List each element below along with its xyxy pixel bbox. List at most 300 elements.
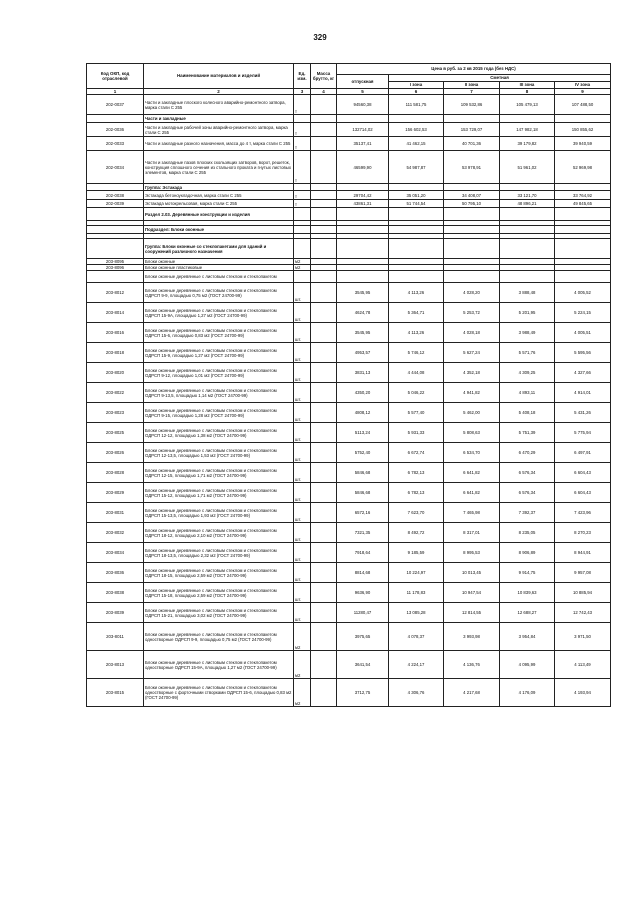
zone-4-price-cell: 6 497,91 [555,443,611,463]
name-cell: Блоки оконные деревянные с листовым стеклом и стеклопакетом одностворные ОДРСП 15-9А, площадью 1,27 м2 (ГОСТ 24700-99) [144,651,294,679]
zone-1-price-cell: 4 224,17 [389,651,444,679]
table-row [87,363,611,383]
name-cell: Блоки оконные деревянные с листовым стеклом и стеклопакетом ОДРСП 15-13,5, площадью 1,93 м2 (ГОСТ 24700-99) [144,503,294,523]
section-heading: Раздел 2.03. Деревянные конструкции и изделия [144,208,294,221]
unit-cell: т [294,123,311,137]
code-cell: 203-8038 [87,583,144,603]
unit-cell [294,271,311,283]
empty-cell [294,208,311,221]
zone-3-price-cell: 9 914,75 [500,563,555,583]
name-cell: Блоки оконные деревянные с листовым стеклом и стеклопакетом ОДРСП 12-15, площадью 1,71 м2 (ГОСТ 24700-99) [144,463,294,483]
unit-cell: шт. [294,503,311,523]
unit-cell: шт. [294,303,311,323]
zone-4-price-cell: 4 327,66 [555,363,611,383]
zone-4-price-cell: 49 845,65 [555,200,611,208]
empty-cell [444,184,500,191]
zone-3-price-cell: 4 176,09 [500,679,555,707]
header-zone-2: II зона [444,82,500,89]
table-row [87,583,611,603]
name-cell: Блоки оконные деревянные с листовым стеклом и стеклопакетом ОДРСП 9-13,5, площадью 1,14 м2 (ГОСТ 24700-99) [144,383,294,403]
zone-4-price-cell: 5 224,15 [555,303,611,323]
name-cell: Блоки оконные деревянные с листовым стеклом и стеклопакетом ОДРСП 15-6, площадью 0,83 м2 (ГОСТ 24700-99) [144,323,294,343]
empty-cell [294,184,311,191]
release-price-cell: 11280,47 [337,603,389,623]
zone-1-price-cell: 41 462,15 [389,137,444,151]
release-price-cell: 3712,75 [337,679,389,707]
name-cell: Блоки оконные деревянные с листовым стеклом и стеклопакетом ОДРСП 15-9, площадью 1,27 м2 (ГОСТ 24700-99) [144,343,294,363]
zone-3-price-cell [500,271,555,283]
zone-2-price-cell: 153 729,07 [444,123,500,137]
empty-cell [500,115,555,123]
table-row [87,443,611,463]
zone-2-price-cell: 4 028,18 [444,323,500,343]
name-cell: Блоки оконные деревянные с листовым стеклом и стеклопакетом ОДРСП 12-12, площадью 1,38 м2 (ГОСТ 24700-99) [144,423,294,443]
code-cell: 203-8028 [87,463,144,483]
empty-cell [294,115,311,123]
zone-3-price-cell: 147 982,18 [500,123,555,137]
unit-cell: шт. [294,523,311,543]
code-cell: 203-8096 [87,265,144,271]
release-price-cell: 8814,68 [337,563,389,583]
zone-1-price-cell: 6 672,74 [389,443,444,463]
empty-cell [444,239,500,259]
unit-cell: шт. [294,283,311,303]
empty-cell [500,208,555,221]
unit-cell: шт. [294,443,311,463]
unit-cell: шт. [294,423,311,443]
name-cell: Блоки оконные деревянные с листовым стеклом и стеклопакетом одностворные ОДРСП 9-9, площадью 0,75 м2 (ГОСТ 24700-99) [144,623,294,651]
section-heading-row [87,115,611,123]
mass-cell [311,443,337,463]
code-cell: 202-0038 [87,191,144,200]
zone-3-price-cell: 5 408,18 [500,403,555,423]
name-cell: Блоки оконные деревянные с листовым стеклом и стеклопакетом ОДРСП 9-12, площадью 1,01 м2 (ГОСТ 24700-99) [144,363,294,383]
zone-4-price-cell: 10 885,94 [555,583,611,603]
column-number: 4 [311,89,337,95]
column-number: 2 [144,89,294,95]
unit-cell: м2 [294,679,311,707]
zone-4-price-cell: 8 270,23 [555,523,611,543]
mass-cell [311,283,337,303]
release-price-cell: 7321,35 [337,523,389,543]
zone-1-price-cell: 4 444,08 [389,363,444,383]
unit-cell: шт. [294,403,311,423]
empty-cell [337,226,389,234]
mass-cell [311,271,337,283]
zone-4-price-cell: 5 775,94 [555,423,611,443]
empty-cell [311,208,337,221]
unit-cell: т [294,151,311,184]
empty-cell [389,208,444,221]
table-row [87,191,611,200]
name-cell: Блоки оконные деревянные с листовым стеклом и стеклопакетом [144,271,294,283]
unit-cell: т [294,137,311,151]
name-cell: Блоки оконные деревянные с листовым стеклом и стеклопакетом одностворные с форточными створками ОДРСП 15-6, площадью 0,83 м2 (ГОСТ 24700-99) [144,679,294,707]
zone-4-price-cell: 107 488,50 [555,95,611,115]
column-number: 1 [87,89,144,95]
empty-cell [555,226,611,234]
release-price-cell: 35137,41 [337,137,389,151]
zone-3-price-cell: 33 121,70 [500,191,555,200]
unit-cell: т [294,200,311,208]
zone-4-price-cell: 4 005,52 [555,283,611,303]
name-cell: Части и закладные разного назначения, масса до 4 т, марка стали С 255 [144,137,294,151]
zone-4-price-cell: 8 944,91 [555,543,611,563]
release-price-cell: 5752,40 [337,443,389,463]
zone-3-price-cell: 6 576,34 [500,463,555,483]
name-cell: Блоки оконные деревянные с листовым стеклом и стеклопакетом ОДРСП 12-13,5, площадью 1,53 м2 (ГОСТ 24700-99) [144,443,294,463]
zone-4-price-cell: 150 855,62 [555,123,611,137]
zone-1-price-cell: 156 602,53 [389,123,444,137]
name-cell: Части и закладные плоского колесного аварийно-ремонтного затвора, марка стали С 255 [144,95,294,115]
release-price-cell: 4808,12 [337,403,389,423]
code-cell: 203-8014 [87,303,144,323]
zone-1-price-cell: 4 113,26 [389,283,444,303]
table-row [87,423,611,443]
mass-cell [311,303,337,323]
name-cell: Блоки оконные деревянные с листовым стеклом и стеклопакетом ОДРСП 18-15, площадью 2,59 м2 (ГОСТ 24700-99) [144,563,294,583]
code-cell: 203-8095 [87,259,144,265]
release-price-cell: 5113,24 [337,423,389,443]
zone-2-price-cell: 6 641,82 [444,463,500,483]
empty-cell [311,226,337,234]
mass-cell [311,463,337,483]
zone-3-price-cell: 5 201,95 [500,303,555,323]
code-cell [87,271,144,283]
mass-cell [311,383,337,403]
zone-3-price-cell: 6 470,29 [500,443,555,463]
zone-1-price-cell: 4 113,26 [389,323,444,343]
code-cell: 203-8012 [87,283,144,303]
column-number: 5 [337,89,389,95]
unit-cell: шт. [294,363,311,383]
zone-3-price-cell: 39 179,82 [500,137,555,151]
code-cell: 203-8029 [87,483,144,503]
name-cell: Блоки оконные пластиковые [144,265,294,271]
price-table [86,63,611,707]
mass-cell [311,191,337,200]
release-price-cell: 46599,90 [337,151,389,184]
zone-2-price-cell: 5 808,63 [444,423,500,443]
mass-cell [311,423,337,443]
empty-cell [389,184,444,191]
code-cell: 202-0034 [87,151,144,184]
table-row [87,543,611,563]
header-price-group: Цена в руб. за 2 кв 2015 года (без НДС) [337,64,611,75]
name-cell: Эстакада мотокрельсовая, марка стали С 255 [144,200,294,208]
unit-cell: шт. [294,343,311,363]
empty-cell [444,208,500,221]
empty-cell [555,115,611,123]
zone-2-price-cell: 6 534,70 [444,443,500,463]
zone-4-price-cell: 4 005,51 [555,323,611,343]
code-cell: 203-8039 [87,603,144,623]
code-cell: 202-0039 [87,200,144,208]
unit-cell: м2 [294,259,311,265]
empty-cell [389,115,444,123]
code-cell: 203-8020 [87,363,144,383]
mass-cell [311,563,337,583]
section-heading-row [87,226,611,234]
zone-2-price-cell [444,271,500,283]
code-cell: 203-8025 [87,423,144,443]
zone-4-price-cell: 7 423,96 [555,503,611,523]
zone-2-price-cell: 12 814,55 [444,603,500,623]
empty-cell [389,226,444,234]
mass-cell [311,363,337,383]
empty-cell [444,226,500,234]
zone-3-price-cell: 5 751,39 [500,423,555,443]
empty-cell [337,208,389,221]
name-cell: Части и закладные пазов плоских скользящих затворов, ворот, решеток, конструкция сплошного сечения из стального проката и гнутых листовых элементов, марка стали С 255 [144,151,294,184]
header-code: Код ОКП, код отраслевой [87,64,144,89]
code-cell [87,115,144,123]
zone-3-price-cell: 8 235,05 [500,523,555,543]
table-row [87,271,611,283]
zone-1-price-cell: 4 306,76 [389,679,444,707]
code-cell: 202-0033 [87,137,144,151]
name-cell: Блоки оконные деревянные с листовым стеклом и стеклопакетом ОДРСП 18-12, площадью 2,10 м2 (ГОСТ 24700-99) [144,523,294,543]
release-price-cell: 4350,20 [337,383,389,403]
zone-3-price-cell: 3 954,84 [500,623,555,651]
table-row [87,283,611,303]
zone-3-price-cell: 12 688,27 [500,603,555,623]
header-name: Наименование материалов и изделий [144,64,294,89]
zone-3-price-cell: 3 988,49 [500,323,555,343]
code-cell: 203-8016 [87,323,144,343]
release-price-cell [337,271,389,283]
zone-1-price-cell: 5 931,33 [389,423,444,443]
release-price-cell: 5846,68 [337,463,389,483]
zone-4-price-cell: 3 971,50 [555,623,611,651]
code-cell: 203-8022 [87,383,144,403]
empty-cell [311,239,337,259]
zone-1-price-cell: 8 492,72 [389,523,444,543]
unit-cell: т [294,191,311,200]
section-heading: Подраздел: Блоки оконные [144,226,294,234]
empty-cell [337,115,389,123]
mass-cell [311,200,337,208]
zone-2-price-cell: 109 532,86 [444,95,500,115]
zone-1-price-cell: 10 224,97 [389,563,444,583]
zone-4-price-cell: 33 764,92 [555,191,611,200]
zone-1-price-cell: 4 078,37 [389,623,444,651]
zone-3-price-cell: 10 839,63 [500,583,555,603]
mass-cell [311,323,337,343]
unit-cell: шт. [294,563,311,583]
section-heading-row [87,184,611,191]
mass-cell [311,523,337,543]
zone-2-price-cell: 4 352,18 [444,363,500,383]
column-number: 9 [555,89,611,95]
zone-2-price-cell: 3 993,98 [444,623,500,651]
zone-3-price-cell: 4 309,25 [500,363,555,383]
zone-1-price-cell: 51 744,54 [389,200,444,208]
empty-cell [500,239,555,259]
section-heading: Части и закладные [144,115,294,123]
column-number: 6 [389,89,444,95]
release-price-cell: 3545,95 [337,283,389,303]
release-price-cell: 4953,57 [337,343,389,363]
zone-2-price-cell: 34 408,07 [444,191,500,200]
table-row [87,563,611,583]
zone-2-price-cell: 7 465,98 [444,503,500,523]
name-cell: Блоки оконные [144,259,294,265]
unit-cell: шт. [294,583,311,603]
mass-cell [311,137,337,151]
name-cell: Блоки оконные деревянные с листовым стеклом и стеклопакетом ОДРСП 9-9, площадью 0,75 м2 (ГОСТ 24700-99) [144,283,294,303]
zone-3-price-cell: 51 961,02 [500,151,555,184]
header-release-price: отпускная [337,75,389,89]
zone-3-price-cell: 6 576,34 [500,483,555,503]
zone-2-price-cell: 6 641,82 [444,483,500,503]
table-row [87,151,611,184]
empty-cell [337,239,389,259]
mass-cell [311,679,337,707]
section-heading-row [87,208,611,221]
name-cell: Блоки оконные деревянные с листовым стеклом и стеклопакетом ОДРСП 18-13,5, площадью 2,32 м2 (ГОСТ 24700-99) [144,543,294,563]
release-price-cell: 4624,78 [337,303,389,323]
name-cell: Блоки оконные деревянные с листовым стеклом и стеклопакетом ОДРСП 15-18, площадью 2,59 м2 (ГОСТ 24700-99) [144,583,294,603]
unit-cell: м2 [294,651,311,679]
unit-cell: шт. [294,603,311,623]
zone-1-price-cell: 5 046,22 [389,383,444,403]
zone-1-price-cell: 7 623,70 [389,503,444,523]
release-price-cell: 29704,42 [337,191,389,200]
empty-cell [444,115,500,123]
empty-cell [500,226,555,234]
header-mass: Масса брутто, кг [311,64,337,89]
release-price-cell: 3545,95 [337,323,389,343]
zone-2-price-cell: 50 795,10 [444,200,500,208]
zone-4-price-cell: 9 957,08 [555,563,611,583]
table-row [87,523,611,543]
zone-3-price-cell: 4 095,99 [500,651,555,679]
code-cell: 203-8026 [87,443,144,463]
unit-cell: шт. [294,543,311,563]
code-cell: 203-8013 [87,651,144,679]
mass-cell [311,583,337,603]
table-row [87,403,611,423]
unit-cell: шт. [294,483,311,503]
name-cell: Блоки оконные деревянные с листовым стеклом и стеклопакетом ОДРСП 15-12, площадью 1,71 м2 (ГОСТ 24700-99) [144,483,294,503]
mass-cell [311,503,337,523]
zone-3-price-cell: 4 893,11 [500,383,555,403]
section-heading: Группа: Эстакада [144,184,294,191]
zone-4-price-cell [555,271,611,283]
table-row [87,679,611,707]
zone-4-price-cell: 4 914,01 [555,383,611,403]
code-cell [87,226,144,234]
mass-cell [311,403,337,423]
mass-cell [311,151,337,184]
zone-2-price-cell: 5 627,24 [444,343,500,363]
empty-cell [389,239,444,259]
release-price-cell: 3975,65 [337,623,389,651]
unit-cell: шт. [294,383,311,403]
release-price-cell: 3641,54 [337,651,389,679]
release-price-cell: 132714,02 [337,123,389,137]
table-row [87,651,611,679]
mass-cell [311,603,337,623]
code-cell: 203-8034 [87,543,144,563]
release-price-cell: 9636,90 [337,583,389,603]
table-row [87,343,611,363]
mass-cell [311,623,337,651]
code-cell: 203-8018 [87,343,144,363]
empty-cell [500,184,555,191]
zone-1-price-cell: 6 782,13 [389,463,444,483]
section-heading-row [87,239,611,259]
zone-1-price-cell: 6 782,13 [389,483,444,503]
column-number: 7 [444,89,500,95]
zone-3-price-cell: 5 571,76 [500,343,555,363]
table-row [87,303,611,323]
mass-cell [311,343,337,363]
zone-1-price-cell: 5 746,12 [389,343,444,363]
code-cell: 203-8032 [87,523,144,543]
zone-4-price-cell: 4 193,94 [555,679,611,707]
zone-1-price-cell: 13 085,28 [389,603,444,623]
zone-2-price-cell: 53 978,91 [444,151,500,184]
zone-3-price-cell: 3 888,48 [500,283,555,303]
zone-1-price-cell: 5 577,40 [389,403,444,423]
column-number: 8 [500,89,555,95]
table-row [87,95,611,115]
zone-2-price-cell: 5 253,72 [444,303,500,323]
header-zone-1: I зона [389,82,444,89]
zone-3-price-cell: 48 896,21 [500,200,555,208]
release-price-cell: 6572,16 [337,503,389,523]
empty-cell [311,184,337,191]
zone-4-price-cell: 4 113,49 [555,651,611,679]
zone-2-price-cell: 4 941,82 [444,383,500,403]
column-number: 3 [294,89,311,95]
mass-cell [311,651,337,679]
zone-2-price-cell: 4 217,68 [444,679,500,707]
code-cell: 203-8015 [87,679,144,707]
zone-2-price-cell: 8 317,01 [444,523,500,543]
unit-cell: м2 [294,265,311,271]
empty-cell [294,239,311,259]
zone-2-price-cell: 10 947,54 [444,583,500,603]
table-row [87,623,611,651]
header-estimate-price: Сметная [389,75,611,82]
mass-cell [311,483,337,503]
code-cell: 203-8023 [87,403,144,423]
header-unit: Ед. изм. [294,64,311,89]
table-body [87,95,611,707]
name-cell: Блоки оконные деревянные с листовым стеклом и стеклопакетом ОДРСП 9-15, площадью 1,28 м2 (ГОСТ 24700-99) [144,403,294,423]
code-cell: 203-8011 [87,623,144,651]
table-row [87,503,611,523]
header-zone-3: III зона [500,82,555,89]
code-cell [87,208,144,221]
zone-4-price-cell: 5 431,26 [555,403,611,423]
zone-1-price-cell: 5 364,71 [389,303,444,323]
zone-1-price-cell: 9 185,59 [389,543,444,563]
code-cell: 203-8036 [87,563,144,583]
zone-3-price-cell: 7 392,37 [500,503,555,523]
zone-2-price-cell: 40 701,36 [444,137,500,151]
zone-1-price-cell [389,271,444,283]
mass-cell [311,543,337,563]
name-cell: Блоки оконные деревянные с листовым стеклом и стеклопакетом ОДРСП 15-21, площадью 3,02 м2 (ГОСТ 24700-99) [144,603,294,623]
zone-3-price-cell: 105 479,13 [500,95,555,115]
release-price-cell: 94560,38 [337,95,389,115]
header-zone-4: IV зона [555,82,611,89]
section-heading: Группа: Блоки оконные со стеклопакетами для зданий и сооружений различного назначения [144,239,294,259]
